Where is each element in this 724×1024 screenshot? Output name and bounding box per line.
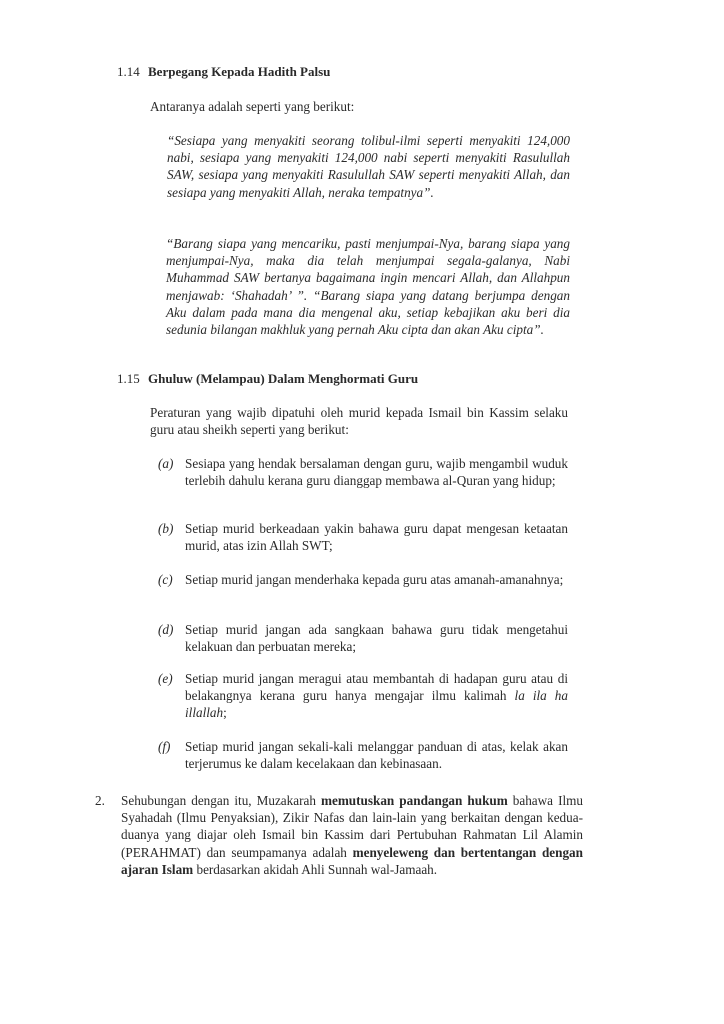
- list-item: [158, 520, 568, 556]
- list-marker: (c): [158, 572, 173, 587]
- section-intro: Peraturan yang wajib dipatuhi oleh murid kepada Ismail bin Kassim selaku guru atau sheikh seperti yang berikut:: [150, 405, 568, 438]
- paragraph-text-part: bahawa Ilmu Syahadah (Ilmu Penyaksian), Zikir Nafas dan lain-lain yang berkaitan dengan kedua-duanya yang diajar oleh Ismail bin Kassim dari Pertubuhan Rahmatan Lil Alamin (PERAHMAT) dan seumpamanya adalah: [121, 793, 583, 860]
- list-marker: (d): [158, 622, 174, 637]
- paragraph-text-part: Sehubungan dengan itu, Muzakarah: [121, 793, 321, 808]
- list-item-text: [185, 670, 568, 722]
- paragraph-text: [121, 792, 583, 878]
- section-heading-1-15: [117, 370, 418, 387]
- list-item-text: Setiap murid jangan menderhaka kepada guru atas amanah-amanahnya;: [185, 572, 564, 587]
- list-item: [158, 738, 568, 774]
- list-marker: (f): [158, 739, 171, 754]
- list-item-text: Setiap murid jangan sekali-kali melanggar panduan di atas, kelak akan terjerumus ke dalam kecelakaan dan kebinasaan.: [185, 739, 568, 772]
- list-item: [158, 621, 568, 657]
- list-marker: (b): [158, 521, 174, 536]
- list-item: [158, 455, 568, 507]
- list-item: [158, 670, 568, 722]
- section-title: Berpegang Kepada Hadith Palsu: [148, 64, 331, 79]
- list-marker: (a): [158, 456, 174, 471]
- paragraph-number: 2.: [95, 793, 105, 808]
- numbered-paragraph: [95, 792, 583, 897]
- list-item-text: Sesiapa yang hendak bersalaman dengan guru, wajib mengambil wuduk terlebih dahulu kerana guru dianggap membawa al-Quran yang hidup;: [185, 456, 568, 489]
- list-item-text-tail: ;: [223, 705, 227, 721]
- list-item-text: Setiap murid jangan ada sangkaan bahawa guru tidak mengetahui kelakuan dan perbuatan mereka;: [185, 622, 568, 655]
- paragraph-bold-text: menyeleweng dan bertentangan dengan ajaran Islam: [121, 844, 583, 877]
- section-title: Ghuluw (Melampau) Dalam Menghormati Guru: [148, 371, 419, 386]
- paragraph-text-part: berdasarkan akidah Ahli Sunnah wal-Jamaah.: [193, 861, 438, 877]
- list-item-text: Setiap murid berkeadaan yakin bahawa guru dapat mengesan ketaatan murid, atas izin Allah SWT;: [185, 521, 568, 554]
- section-number: 1.15: [117, 371, 140, 386]
- hadith-quote-1: “Sesiapa yang menyakiti seorang tolibul-ilmi seperti menyakiti 124,000 nabi, sesiapa yang menyakiti 124,000 nabi seperti menyakiti Rasulullah SAW, sesiapa yang menyakiti Rasulullah SAW seperti menyakiti Allah, dan sesiapa yang menyakiti Allah, neraka tempatnya”.: [167, 133, 570, 200]
- section-number: 1.14: [117, 64, 140, 79]
- list-item: [158, 571, 568, 607]
- list-item-text-italic: la ila ha illallah: [185, 688, 568, 721]
- paragraph-bold-text: memutuskan pandangan hukum: [320, 793, 508, 808]
- section-intro: Antaranya adalah seperti yang berikut:: [150, 99, 355, 114]
- hadith-quote-2: “Barang siapa yang mencariku, pasti menjumpai-Nya, barang siapa yang menjumpai-Nya, maka dia telah menjumpai segala-galanya, Nabi Muhammad SAW bertanya bagaimana ingin mencari Allah, dan Allahpun menjawab: ‘Shahadah’ ”. “Barang siapa yang datang berjumpa dengan Aku dalam pada mana dia mengenal aku, setiap kebajikan aku beri dia sedunia bilangan makhluk yang pernah Aku cipta dan akan Aku cipta”.: [166, 236, 570, 338]
- section-heading-1-14: [117, 63, 330, 80]
- list-item-text-main: Setiap murid jangan meragui atau membantah di hadapan guru atau di belakangnya kerana guru hanya mengajar ilmu kalimah: [185, 671, 568, 704]
- list-marker: (e): [158, 671, 173, 686]
